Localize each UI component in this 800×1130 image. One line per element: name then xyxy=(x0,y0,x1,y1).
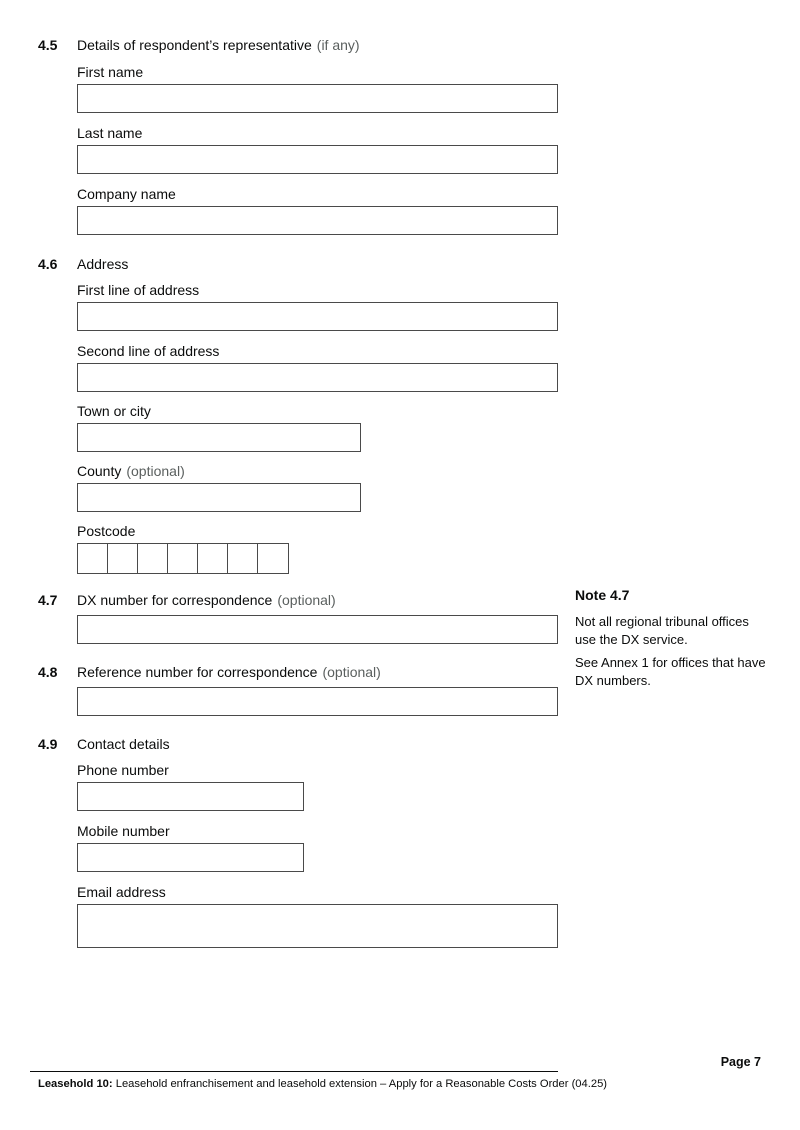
section-title: Contact details xyxy=(77,736,170,752)
form-content xyxy=(38,36,560,948)
section-title-text: DX number for correspondence xyxy=(77,592,273,608)
section-title-suffix: (optional) xyxy=(277,592,336,608)
last-name-input[interactable] xyxy=(77,145,558,174)
postcode-char-box[interactable] xyxy=(107,543,139,574)
phone-number-input[interactable] xyxy=(77,782,304,811)
section-4-5-fields xyxy=(77,64,560,235)
section-number: 4.7 xyxy=(38,592,58,608)
page-number: Page 7 xyxy=(720,1055,761,1069)
email-address-label: Email address xyxy=(77,884,166,900)
postcode-char-box[interactable] xyxy=(227,543,259,574)
county-label-text: County xyxy=(77,463,122,479)
address-line-2-label: Second line of address xyxy=(77,343,220,359)
section-title-suffix: (optional) xyxy=(322,664,381,680)
section-title-text: Reference number for correspondence xyxy=(77,664,318,680)
section-number: 4.9 xyxy=(38,736,58,752)
section-4-8-fields xyxy=(77,687,560,716)
address-line-1-label: First line of address xyxy=(77,282,200,298)
section-number: 4.5 xyxy=(38,37,58,53)
address-line-1-input[interactable] xyxy=(77,302,558,331)
form-id: Leasehold 10: xyxy=(38,1078,113,1090)
footer-rule xyxy=(30,1071,558,1072)
phone-number-label: Phone number xyxy=(77,762,169,778)
town-or-city-input[interactable] xyxy=(77,423,361,452)
note-heading: Note 4.7 xyxy=(575,587,630,603)
note-4-7 xyxy=(575,586,767,690)
county-label-suffix: (optional) xyxy=(126,463,185,479)
postcode-char-box[interactable] xyxy=(137,543,169,574)
form-title: Leasehold enfranchisement and leasehold extension – Apply for a Reasonable Costs Order (04.25) xyxy=(112,1078,608,1090)
first-name-label: First name xyxy=(77,64,144,80)
section-4-7-fields xyxy=(77,615,560,644)
section-4-9-fields xyxy=(77,762,560,948)
section-title-suffix: (if any) xyxy=(316,37,360,53)
section-number: 4.6 xyxy=(38,256,58,272)
section-title xyxy=(77,36,360,54)
section-4-8-heading xyxy=(38,663,560,681)
first-name-input[interactable] xyxy=(77,84,558,113)
section-4-6-fields xyxy=(77,282,560,574)
footer-text xyxy=(38,1078,738,1091)
section-title: Address xyxy=(77,256,129,272)
postcode-label: Postcode xyxy=(77,523,136,539)
section-title-text: Details of respondent’s representative xyxy=(77,37,312,53)
section-number: 4.8 xyxy=(38,664,58,680)
town-or-city-label: Town or city xyxy=(77,403,151,419)
county-input[interactable] xyxy=(77,483,361,512)
postcode-input[interactable] xyxy=(77,543,560,574)
dx-number-input[interactable] xyxy=(77,615,558,644)
section-4-6-heading xyxy=(38,255,560,273)
email-address-input[interactable] xyxy=(77,904,558,948)
section-title xyxy=(77,663,381,681)
mobile-number-input[interactable] xyxy=(77,843,304,872)
section-4-7-heading xyxy=(38,591,560,609)
postcode-char-box[interactable] xyxy=(77,543,109,574)
postcode-char-box[interactable] xyxy=(197,543,229,574)
company-name-label: Company name xyxy=(77,186,176,202)
postcode-char-box[interactable] xyxy=(257,543,289,574)
section-4-5-heading xyxy=(38,36,560,54)
section-4-9-heading xyxy=(38,735,560,753)
last-name-label: Last name xyxy=(77,125,143,141)
mobile-number-label: Mobile number xyxy=(77,823,170,839)
note-paragraph: See Annex 1 for offices that have DX numbers. xyxy=(575,655,766,688)
company-name-input[interactable] xyxy=(77,206,558,235)
postcode-char-box[interactable] xyxy=(167,543,199,574)
note-paragraph: Not all regional tribunal offices use the DX service. xyxy=(575,614,749,647)
address-line-2-input[interactable] xyxy=(77,363,558,392)
reference-number-input[interactable] xyxy=(77,687,558,716)
section-title xyxy=(77,591,336,609)
county-label xyxy=(77,463,560,480)
